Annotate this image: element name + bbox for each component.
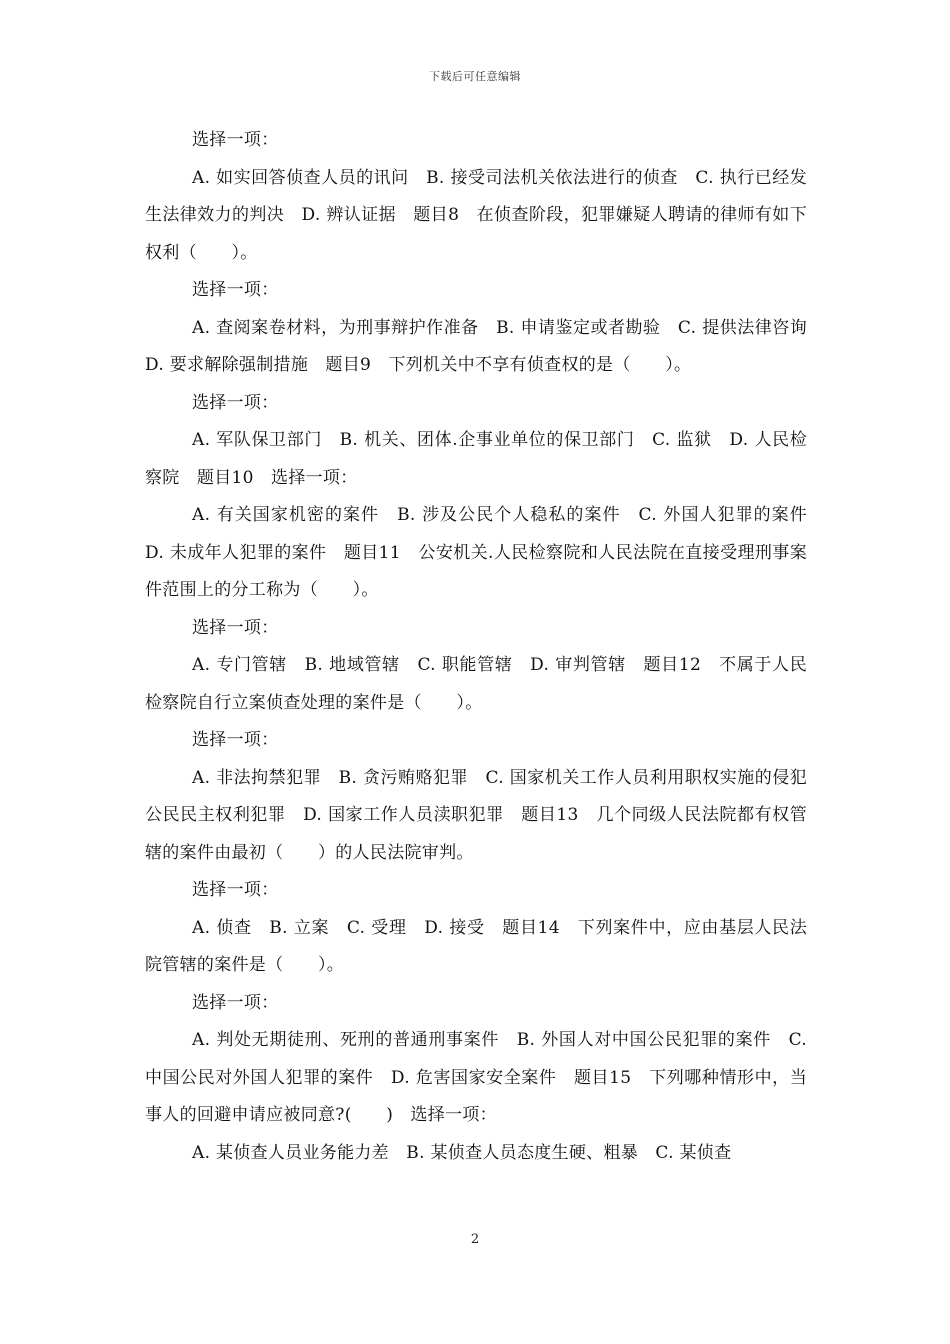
page-header: 下载后可任意编辑: [429, 70, 521, 83]
question-options: A. 有关国家机密的案件 B. 涉及公民个人稳私的案件 C. 外国人犯罪的案件 D. 未成年人犯罪的案件 题目11 公安机关.人民检察院和人民法院在直接受理刑事案件范围上的分工称为（ ）。: [145, 505, 825, 600]
question-options: A. 查阅案卷材料，为刑事辩护作准备 B. 申请鉴定或者勘验 C. 提供法律咨询 D. 要求解除强制措施 题目9 下列机关中不享有侦查权的是（ ）。: [145, 317, 825, 375]
page-number: 2: [470, 1232, 480, 1247]
question-options: A. 军队保卫部门 B. 机关、团体.企事业单位的保卫部门 C. 监狱 D. 人民检察院 题目10 选择一项：: [145, 430, 807, 488]
select-one-label: 选择一项：: [192, 730, 279, 750]
question-options: A. 如实回答侦查人员的讯问 B. 接受司法机关依法进行的侦查 C. 执行已经发生法律效力的判决 D. 辨认证据 题目8 在侦查阶段，犯罪嫌疑人聘请的律师有如下权利（ ）。: [145, 167, 807, 263]
select-one-label: 选择一项：: [192, 392, 279, 413]
document-body: [145, 122, 825, 1172]
question-options: A. 侦查 B. 立案 C. 受理 D. 接受 题目14 下列案件中，应由基层人民法院管辖的案件是（ ）。: [145, 917, 807, 975]
question-options: A. 判处无期徒刑、死刑的普通刑事案件 B. 外国人对中国公民犯罪的案件 C. 中国公民对外国人犯罪的案件 D. 危害国家安全案件 题目15 下列哪种情形中，当事人的回避申请应被同意?( ) 选择一项：: [145, 1030, 807, 1125]
question-options: A. 某侦查人员业务能力差 B. 某侦查人员态度生硬、粗暴 C. 某侦查: [192, 1142, 732, 1163]
select-one-label: 选择一项：: [192, 130, 279, 150]
question-options: A. 非法拘禁犯罪 B. 贪污贿赂犯罪 C. 国家机关工作人员利用职权实施的侵犯公民民主权利犯罪 D. 国家工作人员渎职犯罪 题目13 几个同级人民法院都有权管辖的案件由最初（ ）的人民法院审判。: [145, 767, 807, 863]
question-options: A. 专门管辖 B. 地域管辖 C. 职能管辖 D. 审判管辖 题目12 不属于人民检察院自行立案侦查处理的案件是（ ）。: [145, 655, 807, 713]
select-one-label: 选择一项：: [192, 280, 279, 300]
select-one-label: 选择一项：: [192, 880, 279, 900]
select-one-label: 选择一项：: [192, 992, 279, 1013]
select-one-label: 选择一项：: [192, 617, 279, 638]
